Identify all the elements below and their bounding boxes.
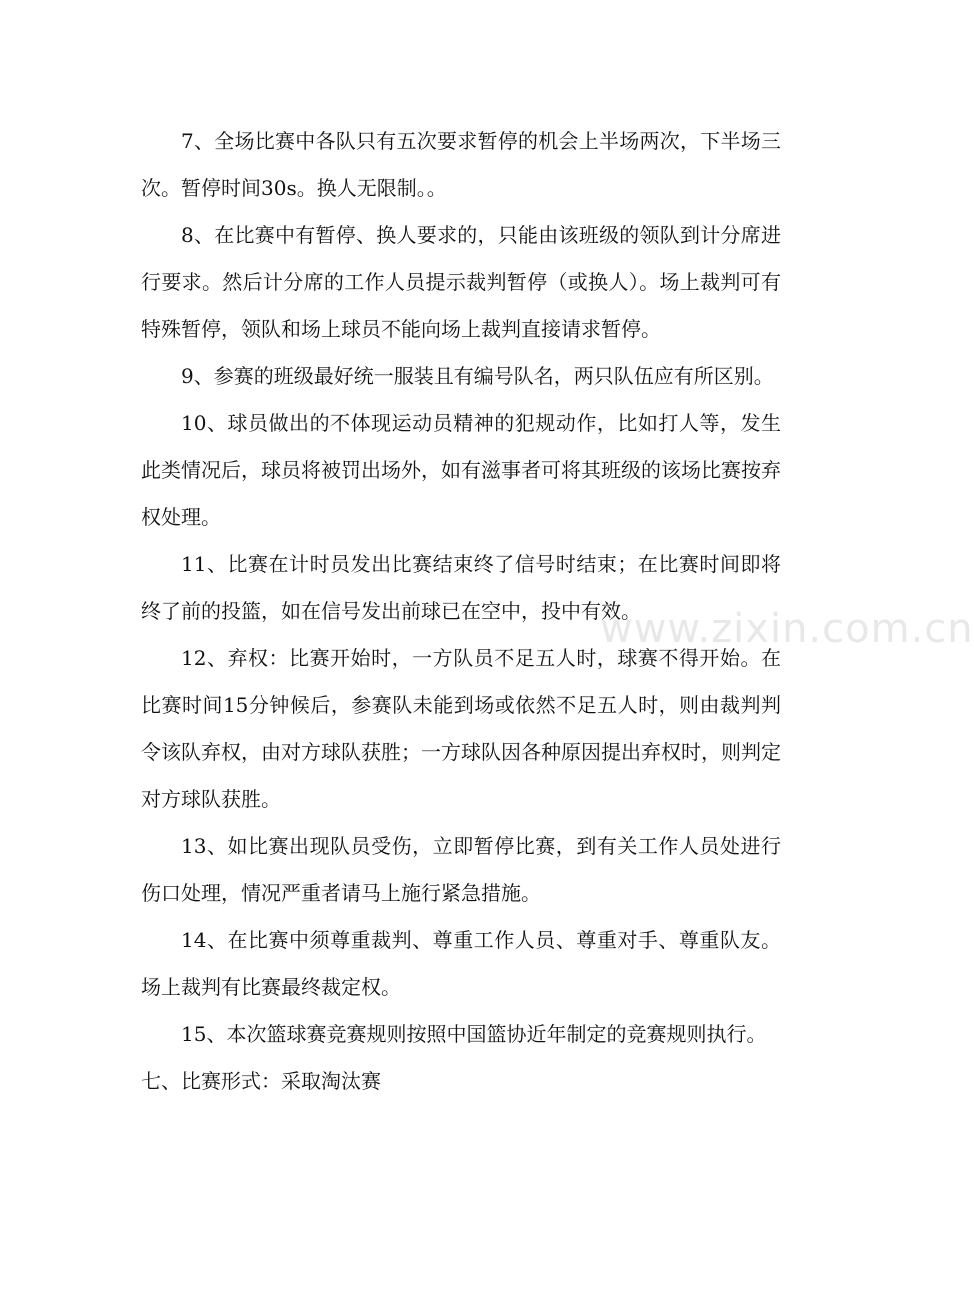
- rule-paragraph-7: 7、全场比赛中各队只有五次要求暂停的机会上半场两次，下半场三次。暂停时间30s。换人无限制。。: [141, 129, 781, 200]
- watermark: www.zixin.com.cn: [600, 606, 974, 652]
- rule-paragraph-14: 14、在比赛中须尊重裁判、尊重工作人员、尊重对手、尊重队友。场上裁判有比赛最终裁定权。: [141, 928, 781, 999]
- document-body: [141, 118, 781, 1105]
- rule-paragraph-11: 11、比赛在计时员发出比赛结束终了信号时结束；在比赛时间即将终了前的投篮，如在信号发出前球已在空中，投中有效。: [141, 552, 781, 623]
- section-heading: 七、比赛形式：采取淘汰赛: [141, 1069, 381, 1093]
- rule-paragraph-12: 12、弃权：比赛开始时，一方队员不足五人时，球赛不得开始。在比赛时间15分钟候后，参赛队未能到场或依然不足五人时，则由裁判判令该队弃权，由对方球队获胜；一方球队因各种原因提出弃权时，则判定对方球队获胜。: [141, 646, 781, 811]
- rule-paragraph-13: 13、如比赛出现队员受伤，立即暂停比赛，到有关工作人员处进行伤口处理，情况严重者请马上施行紧急措施。: [141, 834, 781, 905]
- rule-paragraph-15: 15、本次篮球赛竞赛规则按照中国篮协近年制定的竞赛规则执行。: [181, 1022, 767, 1046]
- rule-paragraph-8: 8、在比赛中有暂停、换人要求的，只能由该班级的领队到计分席进行要求。然后计分席的工作人员提示裁判暂停（或换人）。场上裁判可有特殊暂停，领队和场上球员不能向场上裁判直接请求暂停。: [141, 223, 781, 341]
- rule-paragraph-9: 9、参赛的班级最好统一服装且有编号队名，两只队伍应有所区别。: [181, 364, 774, 388]
- rule-paragraph-10: 10、球员做出的不体现运动员精神的犯规动作，比如打人等，发生此类情况后，球员将被罚出场外，如有滋事者可将其班级的该场比赛按弃权处理。: [141, 411, 781, 529]
